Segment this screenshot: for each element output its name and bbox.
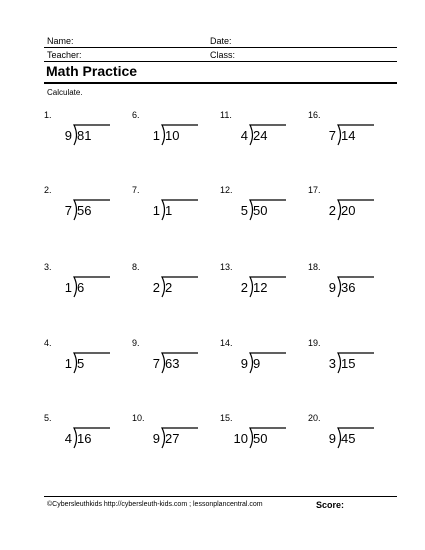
name-date-line <box>44 47 397 48</box>
name-label: Name: <box>47 36 74 46</box>
dividend: 56 <box>77 203 92 218</box>
dividend: 45 <box>341 431 356 446</box>
dividend: 6 <box>77 280 85 295</box>
page-title: Math Practice <box>46 63 138 79</box>
score-label: Score: <box>316 500 345 510</box>
divisor: 9 <box>240 356 248 371</box>
dividend: 36 <box>341 280 356 295</box>
divisor: 9 <box>328 280 336 295</box>
dividend: 14 <box>341 128 356 143</box>
problem-number: 4. <box>44 338 52 348</box>
problem-number: 2. <box>44 185 52 195</box>
problem-number: 19. <box>308 338 321 348</box>
divisor: 4 <box>240 128 248 143</box>
divisor: 1 <box>64 356 72 371</box>
footer-credit: ©Cybersleuthkids http://cybersleuth-kids.com ; lessonplancentral.com <box>47 501 263 508</box>
divisor: 2 <box>240 280 248 295</box>
divisor: 2 <box>328 203 336 218</box>
divisor: 9 <box>64 128 72 143</box>
division-problem <box>308 413 388 463</box>
dividend: 1 <box>165 203 173 218</box>
dividend: 27 <box>165 431 180 446</box>
dividend: 9 <box>253 356 261 371</box>
division-problem <box>44 262 124 312</box>
divisor: 1 <box>152 203 160 218</box>
dividend: 16 <box>77 431 92 446</box>
problem-number: 1. <box>44 110 52 120</box>
divisor: 7 <box>152 356 160 371</box>
problem-number: 3. <box>44 262 52 272</box>
dividend: 50 <box>253 203 268 218</box>
dividend: 15 <box>341 356 356 371</box>
problem-number: 14. <box>220 338 233 348</box>
divisor: 5 <box>240 203 248 218</box>
divisor: 9 <box>328 431 336 446</box>
dividend: 2 <box>165 280 173 295</box>
division-problem <box>308 338 388 388</box>
dividend: 24 <box>253 128 268 143</box>
division-problem <box>132 413 212 463</box>
problem-number: 15. <box>220 413 233 423</box>
divisor: 7 <box>328 128 336 143</box>
dividend: 20 <box>341 203 356 218</box>
division-problem <box>308 262 388 312</box>
divisor: 3 <box>328 356 336 371</box>
title-rule <box>44 82 397 84</box>
problem-number: 18. <box>308 262 321 272</box>
divisor: 1 <box>64 280 72 295</box>
dividend: 63 <box>165 356 180 371</box>
dividend: 10 <box>165 128 180 143</box>
dividend: 50 <box>253 431 268 446</box>
problem-number: 17. <box>308 185 321 195</box>
division-problem <box>220 185 300 235</box>
problem-number: 5. <box>44 413 52 423</box>
divisor: 2 <box>152 280 160 295</box>
problem-number: 16. <box>308 110 321 120</box>
footer-rule <box>44 496 397 497</box>
class-label: Class: <box>210 50 236 60</box>
divisor: 1 <box>152 128 160 143</box>
teacher-label: Teacher: <box>47 50 82 60</box>
date-label: Date: <box>210 36 232 46</box>
divisor: 7 <box>64 203 72 218</box>
division-problem <box>308 110 388 160</box>
dividend: 12 <box>253 280 268 295</box>
dividend: 5 <box>77 356 85 371</box>
division-problem <box>132 110 212 160</box>
divisor: 4 <box>64 431 72 446</box>
division-problem <box>220 338 300 388</box>
division-problem <box>132 185 212 235</box>
division-problem <box>44 110 124 160</box>
dividend: 81 <box>77 128 92 143</box>
problem-number: 7. <box>132 185 140 195</box>
divisor: 9 <box>152 431 160 446</box>
divisor: 10 <box>233 431 248 446</box>
problem-number: 11. <box>220 110 232 120</box>
division-problem <box>44 338 124 388</box>
division-problem <box>308 185 388 235</box>
problem-number: 9. <box>132 338 140 348</box>
problem-number: 20. <box>308 413 321 423</box>
problem-number: 13. <box>220 262 233 272</box>
division-problem <box>44 413 124 463</box>
division-problem <box>220 110 300 160</box>
problem-number: 8. <box>132 262 140 272</box>
division-problem <box>44 185 124 235</box>
teacher-class-line <box>44 61 397 62</box>
problem-number: 12. <box>220 185 233 195</box>
division-problem <box>220 413 300 463</box>
problem-number: 6. <box>132 110 140 120</box>
instruction-text: Calculate. <box>47 88 83 97</box>
division-problem <box>132 338 212 388</box>
division-problem <box>220 262 300 312</box>
problem-number: 10. <box>132 413 145 423</box>
division-problem <box>132 262 212 312</box>
